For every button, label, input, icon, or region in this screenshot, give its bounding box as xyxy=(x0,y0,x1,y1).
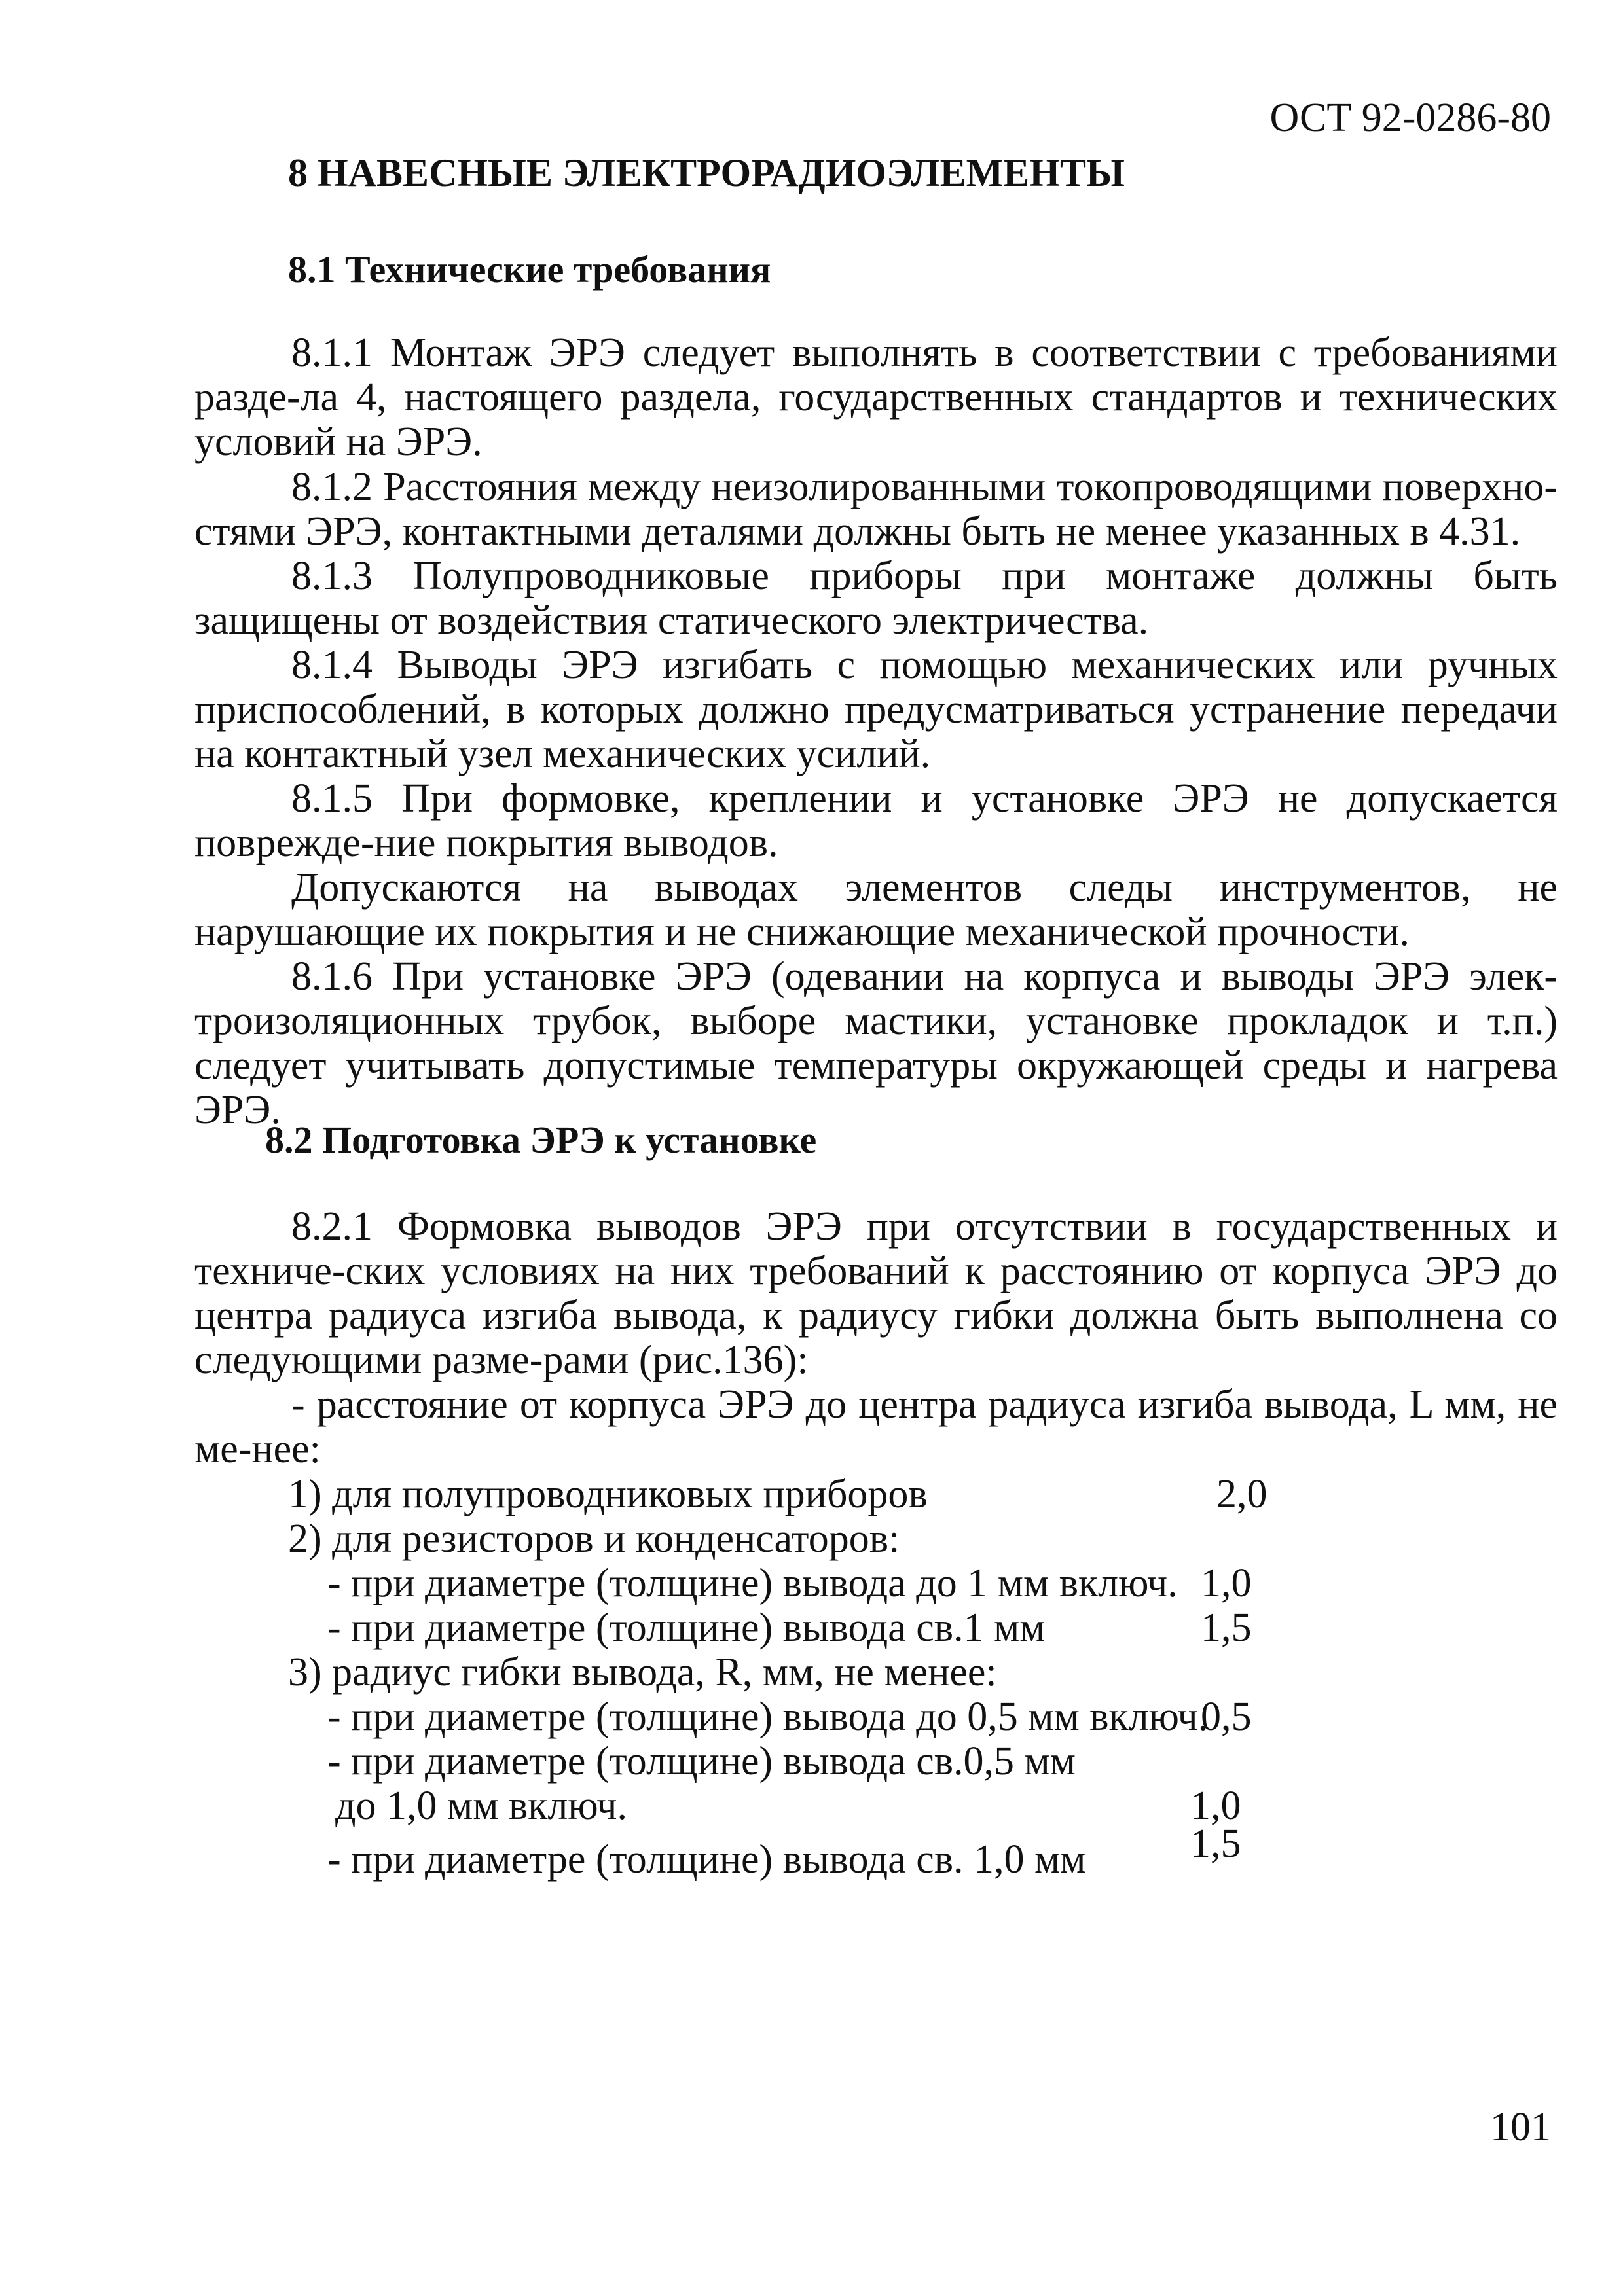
paragraph-distance: - расстояние от корпуса ЭРЭ до центра радиуса изгиба вывода, L мм, не ме-нее: xyxy=(194,1382,1558,1471)
list-item-value: 0,5 xyxy=(1201,1695,1252,1739)
list-item-text: до 1,0 мм включ. xyxy=(335,1784,627,1828)
paragraph-8-1-5-note: Допускаются на выводах элементов следы инструментов, не нарушающие их покрытия и не снижающие механической прочности. xyxy=(194,865,1558,954)
list-item-text: 2) для резисторов и конденсаторов: xyxy=(288,1516,900,1561)
list-item-text: - при диаметре (толщине) вывода до 0,5 мм включ. xyxy=(327,1695,1209,1739)
list-item-value: 1,0 xyxy=(1190,1784,1241,1828)
section-title: 8 НАВЕСНЫЕ ЭЛЕКТРОРАДИОЭЛЕМЕНТЫ xyxy=(288,151,1125,194)
list-item-text: 3) радиус гибки вывода, R, мм, не менее: xyxy=(288,1650,997,1695)
list-item-text: - при диаметре (толщине) вывода св.0,5 мм xyxy=(327,1739,1076,1784)
document-code: ОСТ 92-0286-80 xyxy=(1269,96,1551,140)
paragraph-8-2-1: 8.2.1 Формовка выводов ЭРЭ при отсутствии в государственных и техниче-ских условиях на них требований к расстоянию от корпуса ЭРЭ до центра радиуса изгиба вывода, к радиусу гибки должна быть выполнена со следующими разме-рами (рис.136): xyxy=(194,1204,1558,1382)
subsection-title-8-1: 8.1 Технические требования xyxy=(288,248,771,291)
paragraph-8-1-1: 8.1.1 Монтаж ЭРЭ следует выполнять в соответствии с требованиями разде-ла 4, настоящего раздела, государственных стандартов и технических условий на ЭРЭ. xyxy=(194,331,1558,464)
list-item-value: 1,5 xyxy=(1190,1821,1241,1866)
paragraph-8-1-4: 8.1.4 Выводы ЭРЭ изгибать с помощью механических или ручных приспособлений, в которых должно предусматриваться устранение передачи на контактный узел механических усилий. xyxy=(194,643,1558,776)
paragraph-8-1-5: 8.1.5 При формовке, креплении и установке ЭРЭ не допускается поврежде-ние покрытия выводов. xyxy=(194,776,1558,865)
paragraph-8-1-6: 8.1.6 При установке ЭРЭ (одевании на корпуса и выводы ЭРЭ элек-троизоляционных трубок, выборе мастики, установке прокладок и т.п.) следует учитывать допустимые температуры окружающей среды и нагрева ЭРЭ. xyxy=(194,954,1558,1132)
list-item-text: - при диаметре (толщине) вывода до 1 мм включ. xyxy=(327,1561,1178,1605)
subsection-title-8-2: 8.2 Подготовка ЭРЭ к установке xyxy=(265,1119,817,1161)
page-number: 101 xyxy=(1490,2105,1551,2149)
list-item-value: 2,0 xyxy=(1216,1472,1267,1516)
list-item-value: 1,0 xyxy=(1201,1561,1252,1605)
list-item-text: 1) для полупроводниковых приборов xyxy=(288,1472,928,1516)
list-item-text: - при диаметре (толщине) вывода св.1 мм xyxy=(327,1605,1046,1650)
paragraph-8-1-3: 8.1.3 Полупроводниковые приборы при монтаже должны быть защищены от воздействия статического электричества. xyxy=(194,554,1558,643)
list-item-text: - при диаметре (толщине) вывода св. 1,0 мм xyxy=(327,1837,1086,1882)
paragraph-8-1-2: 8.1.2 Расстояния между неизолированными токопроводящими поверхно-стями ЭРЭ, контактными деталями должны быть не менее указанных в 4.31. xyxy=(194,465,1558,554)
list-item-value: 1,5 xyxy=(1201,1605,1252,1650)
